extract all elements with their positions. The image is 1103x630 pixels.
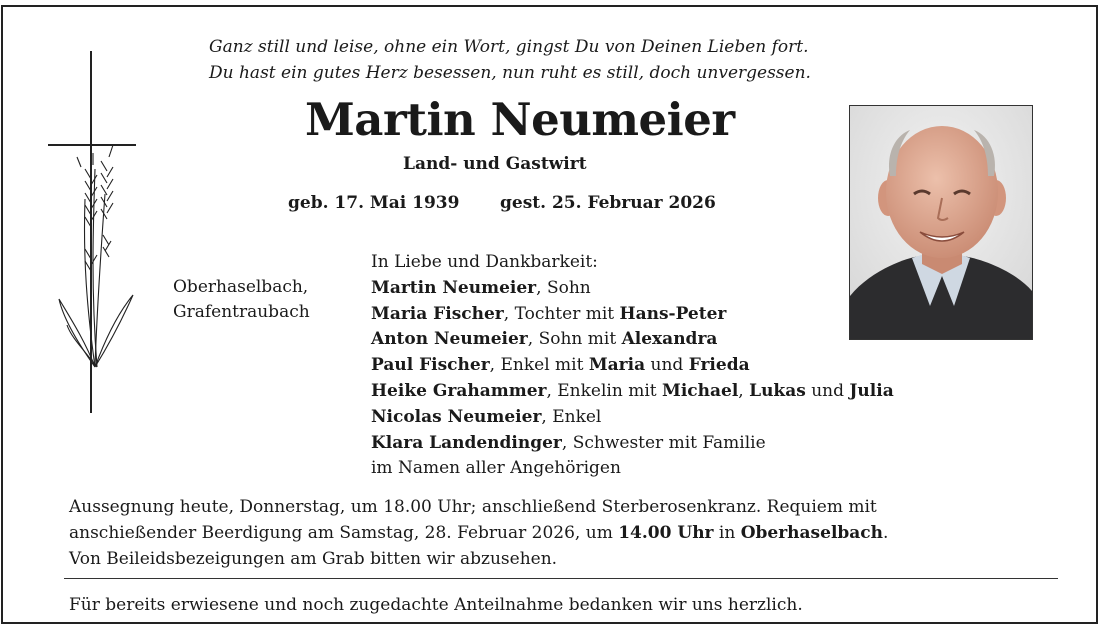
bold-text: Klara Landendinger bbox=[371, 432, 562, 453]
text-run: , Enkel bbox=[541, 406, 602, 427]
place-line: Oberhaselbach, bbox=[173, 277, 309, 297]
family-line bbox=[371, 379, 894, 405]
death-date: gest. 25. Februar 2026 bbox=[500, 193, 716, 213]
service-notice bbox=[69, 494, 888, 572]
bold-text: Frieda bbox=[688, 355, 750, 376]
text-run: . bbox=[883, 523, 889, 543]
text-run: und bbox=[805, 380, 850, 401]
bold-text: Maria bbox=[588, 355, 646, 376]
notice-line bbox=[69, 546, 888, 572]
family-line bbox=[371, 456, 894, 482]
text-run: , Enkelin mit bbox=[546, 380, 663, 401]
family-line bbox=[371, 276, 894, 302]
text-run: , Sohn bbox=[536, 277, 591, 298]
bold-text: Michael bbox=[662, 380, 739, 401]
bold-text: 14.00 Uhr bbox=[618, 523, 714, 543]
bold-text: Paul Fischer bbox=[371, 355, 490, 376]
family-line bbox=[371, 302, 894, 328]
text-run: und bbox=[645, 355, 689, 376]
quote-line-2: Du hast ein gutes Herz besessen, nun ruht es still, doch unvergessen. bbox=[209, 63, 811, 83]
bold-text: Heike Grahammer bbox=[371, 380, 547, 401]
text-run: im Namen aller Angehörigen bbox=[371, 458, 621, 479]
family-line bbox=[371, 431, 894, 457]
deceased-name: Martin Neumeier bbox=[305, 93, 735, 146]
places bbox=[173, 275, 310, 325]
bold-text: Hans-Peter bbox=[619, 303, 727, 324]
notice-line bbox=[69, 494, 888, 520]
divider bbox=[64, 578, 1058, 579]
bold-text: Oberhaselbach bbox=[740, 523, 884, 543]
bold-text: Maria Fischer bbox=[371, 303, 504, 324]
text-run: Von Beileidsbezeigungen am Grab bitten wir abzusehen. bbox=[69, 549, 558, 569]
family-line bbox=[371, 405, 894, 431]
occupation: Land- und Gastwirt bbox=[403, 154, 587, 174]
text-run: , Sohn mit bbox=[527, 329, 622, 350]
birth-date: geb. 17. Mai 1939 bbox=[288, 193, 460, 213]
bold-text: Alexandra bbox=[621, 329, 718, 350]
place-line: Grafentraubach bbox=[173, 302, 310, 322]
text-run: anschießender Beerdigung am Samstag, 28. Februar 2026, um bbox=[69, 523, 619, 543]
family-line bbox=[371, 327, 894, 353]
notice-line bbox=[69, 520, 888, 546]
family-line bbox=[371, 353, 894, 379]
thanks-line: Für bereits erwiesene und noch zugedachte Anteilnahme bedanken wir uns herzlich. bbox=[69, 595, 803, 615]
bold-text: Anton Neumeier bbox=[371, 329, 528, 350]
bold-text: Nicolas Neumeier bbox=[371, 406, 542, 427]
text-run: , Schwester mit Familie bbox=[561, 432, 766, 453]
obituary-frame bbox=[1, 5, 1098, 624]
quote-line-1: Ganz still und leise, ohne ein Wort, gingst Du von Deinen Lieben fort. bbox=[209, 37, 809, 57]
text-run: , Tochter mit bbox=[503, 303, 620, 324]
text-run: , Enkel mit bbox=[489, 355, 589, 376]
bold-text: Lukas bbox=[749, 380, 806, 401]
cross-with-wheat-icon bbox=[45, 49, 145, 421]
bold-text: Martin Neumeier bbox=[371, 277, 537, 298]
text-run: in bbox=[713, 523, 741, 543]
bold-text: Julia bbox=[849, 380, 894, 401]
family-intro: In Liebe und Dankbarkeit: bbox=[371, 252, 598, 272]
text-run: , bbox=[738, 380, 750, 401]
text-run: Aussegnung heute, Donnerstag, um 18.00 Uhr; anschließend Sterberosenkranz. Requiem mit bbox=[69, 497, 877, 517]
family-list bbox=[371, 250, 894, 482]
